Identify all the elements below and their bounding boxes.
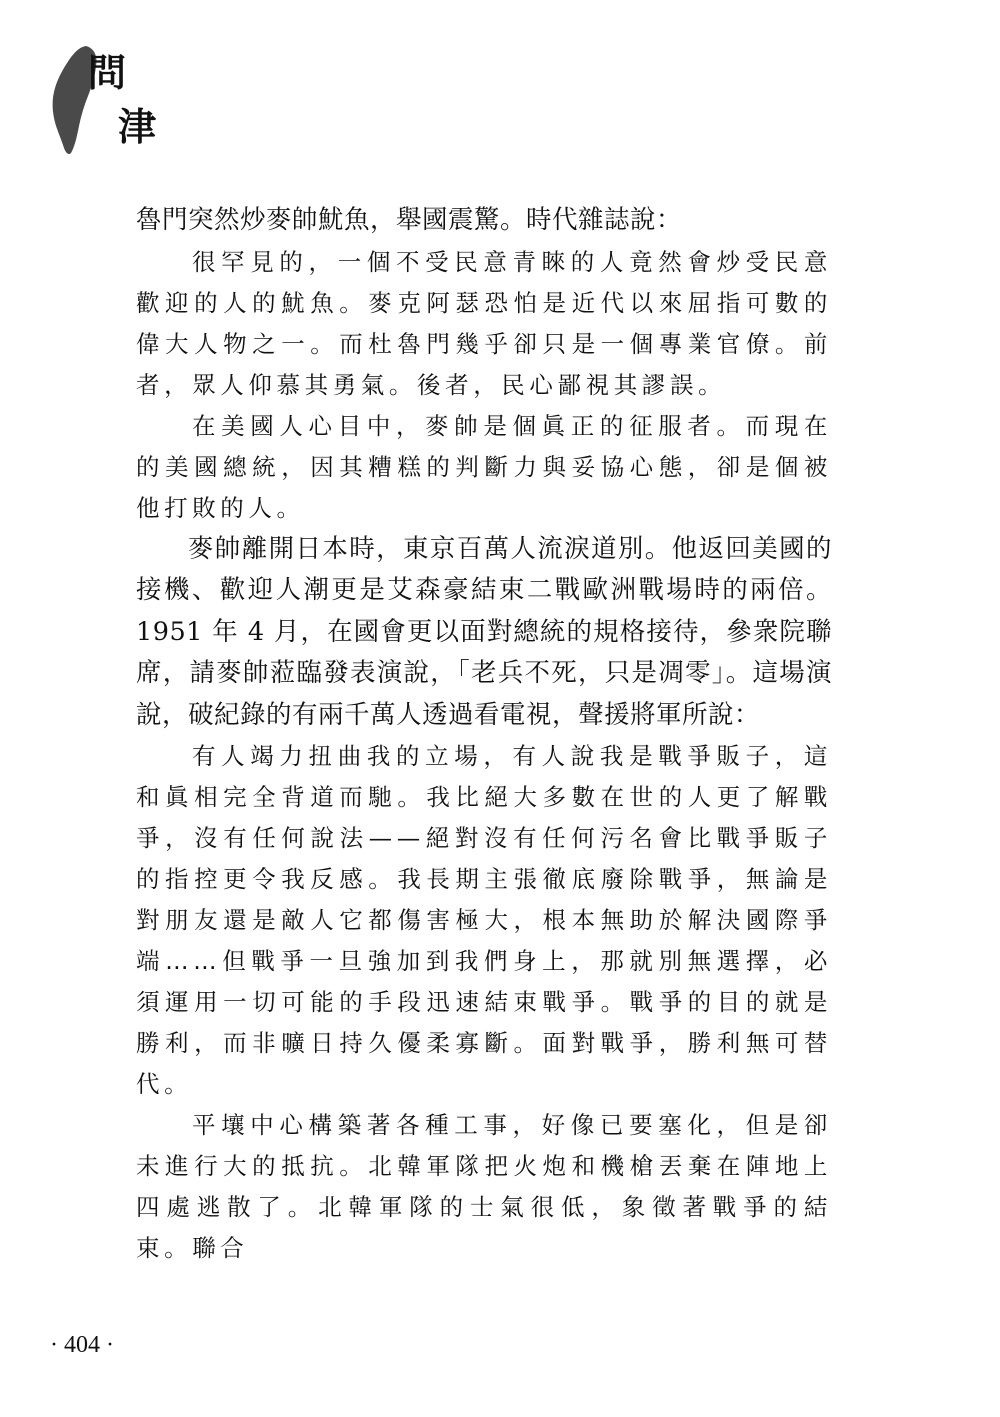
section-title-char-1: 問 [88, 51, 127, 95]
page-number: · 404 · [50, 1332, 114, 1358]
block-quote-2: 在美國人心目中，麥帥是個眞正的征服者。而現在的美國總統，因其糟糕的判斷力與妥協心態，卻是個被他打敗的人。 [136, 411, 832, 522]
chapter-header [46, 44, 176, 164]
section-title-char-2: 津 [118, 105, 157, 149]
block-quote-4: 平壤中心構築著各種工事，好像已要塞化，但是卻未進行大的抵抗。北韓軍隊把火炮和機槍丟棄在陣地上四處逃散了。北韓軍隊的士氣很低，象徵著戰爭的結束。聯合 [136, 1111, 832, 1262]
block-quote-3: 有人竭力扭曲我的立場，有人說我是戰爭販子，這和眞相完全背道而馳。我比絕大多數在世的人更了解戰爭，沒有任何說法——絕對沒有任何污名會比戰爭販子的指控更令我反感。我長期主張徹底廢除戰爭，無論是對朋友還是敵人它都傷害極大，根本無助於解決國際爭端……但戰爭一旦強加到我們身上，那就別無選擇，必須運用一切可能的手段迅速結束戰爭。戰爭的目的就是勝利，而非曠日持久優柔寡斷。面對戰爭，勝利無可替代。 [136, 742, 832, 1098]
paragraph-1: 魯門突然炒麥帥魷魚，舉國震驚。時代雜誌說： [136, 205, 683, 235]
block-quote-1: 很罕見的，一個不受民意青睞的人竟然會炒受民意歡迎的人的魷魚。麥克阿瑟恐怕是近代以來屈指可數的偉大人物之一。而杜魯門幾乎卻只是一個專業官僚。前者，眾人仰慕其勇氣。後者，民心鄙視其謬誤。 [136, 247, 832, 399]
body-text [136, 200, 832, 1269]
paragraph-2: 麥帥離開日本時，東京百萬人流淚道別。他返回美國的接機、歡迎人潮更是艾森豪結束二戰歐洲戰場時的兩倍。1951 年 4 月，在國會更以面對總統的規格接待，參衆院聯席，請麥帥蒞臨發表演說，「老兵不死，只是凋零」。這場演說，破紀錄的有兩千萬人透過看電視，聲援將軍所說： [136, 533, 832, 730]
